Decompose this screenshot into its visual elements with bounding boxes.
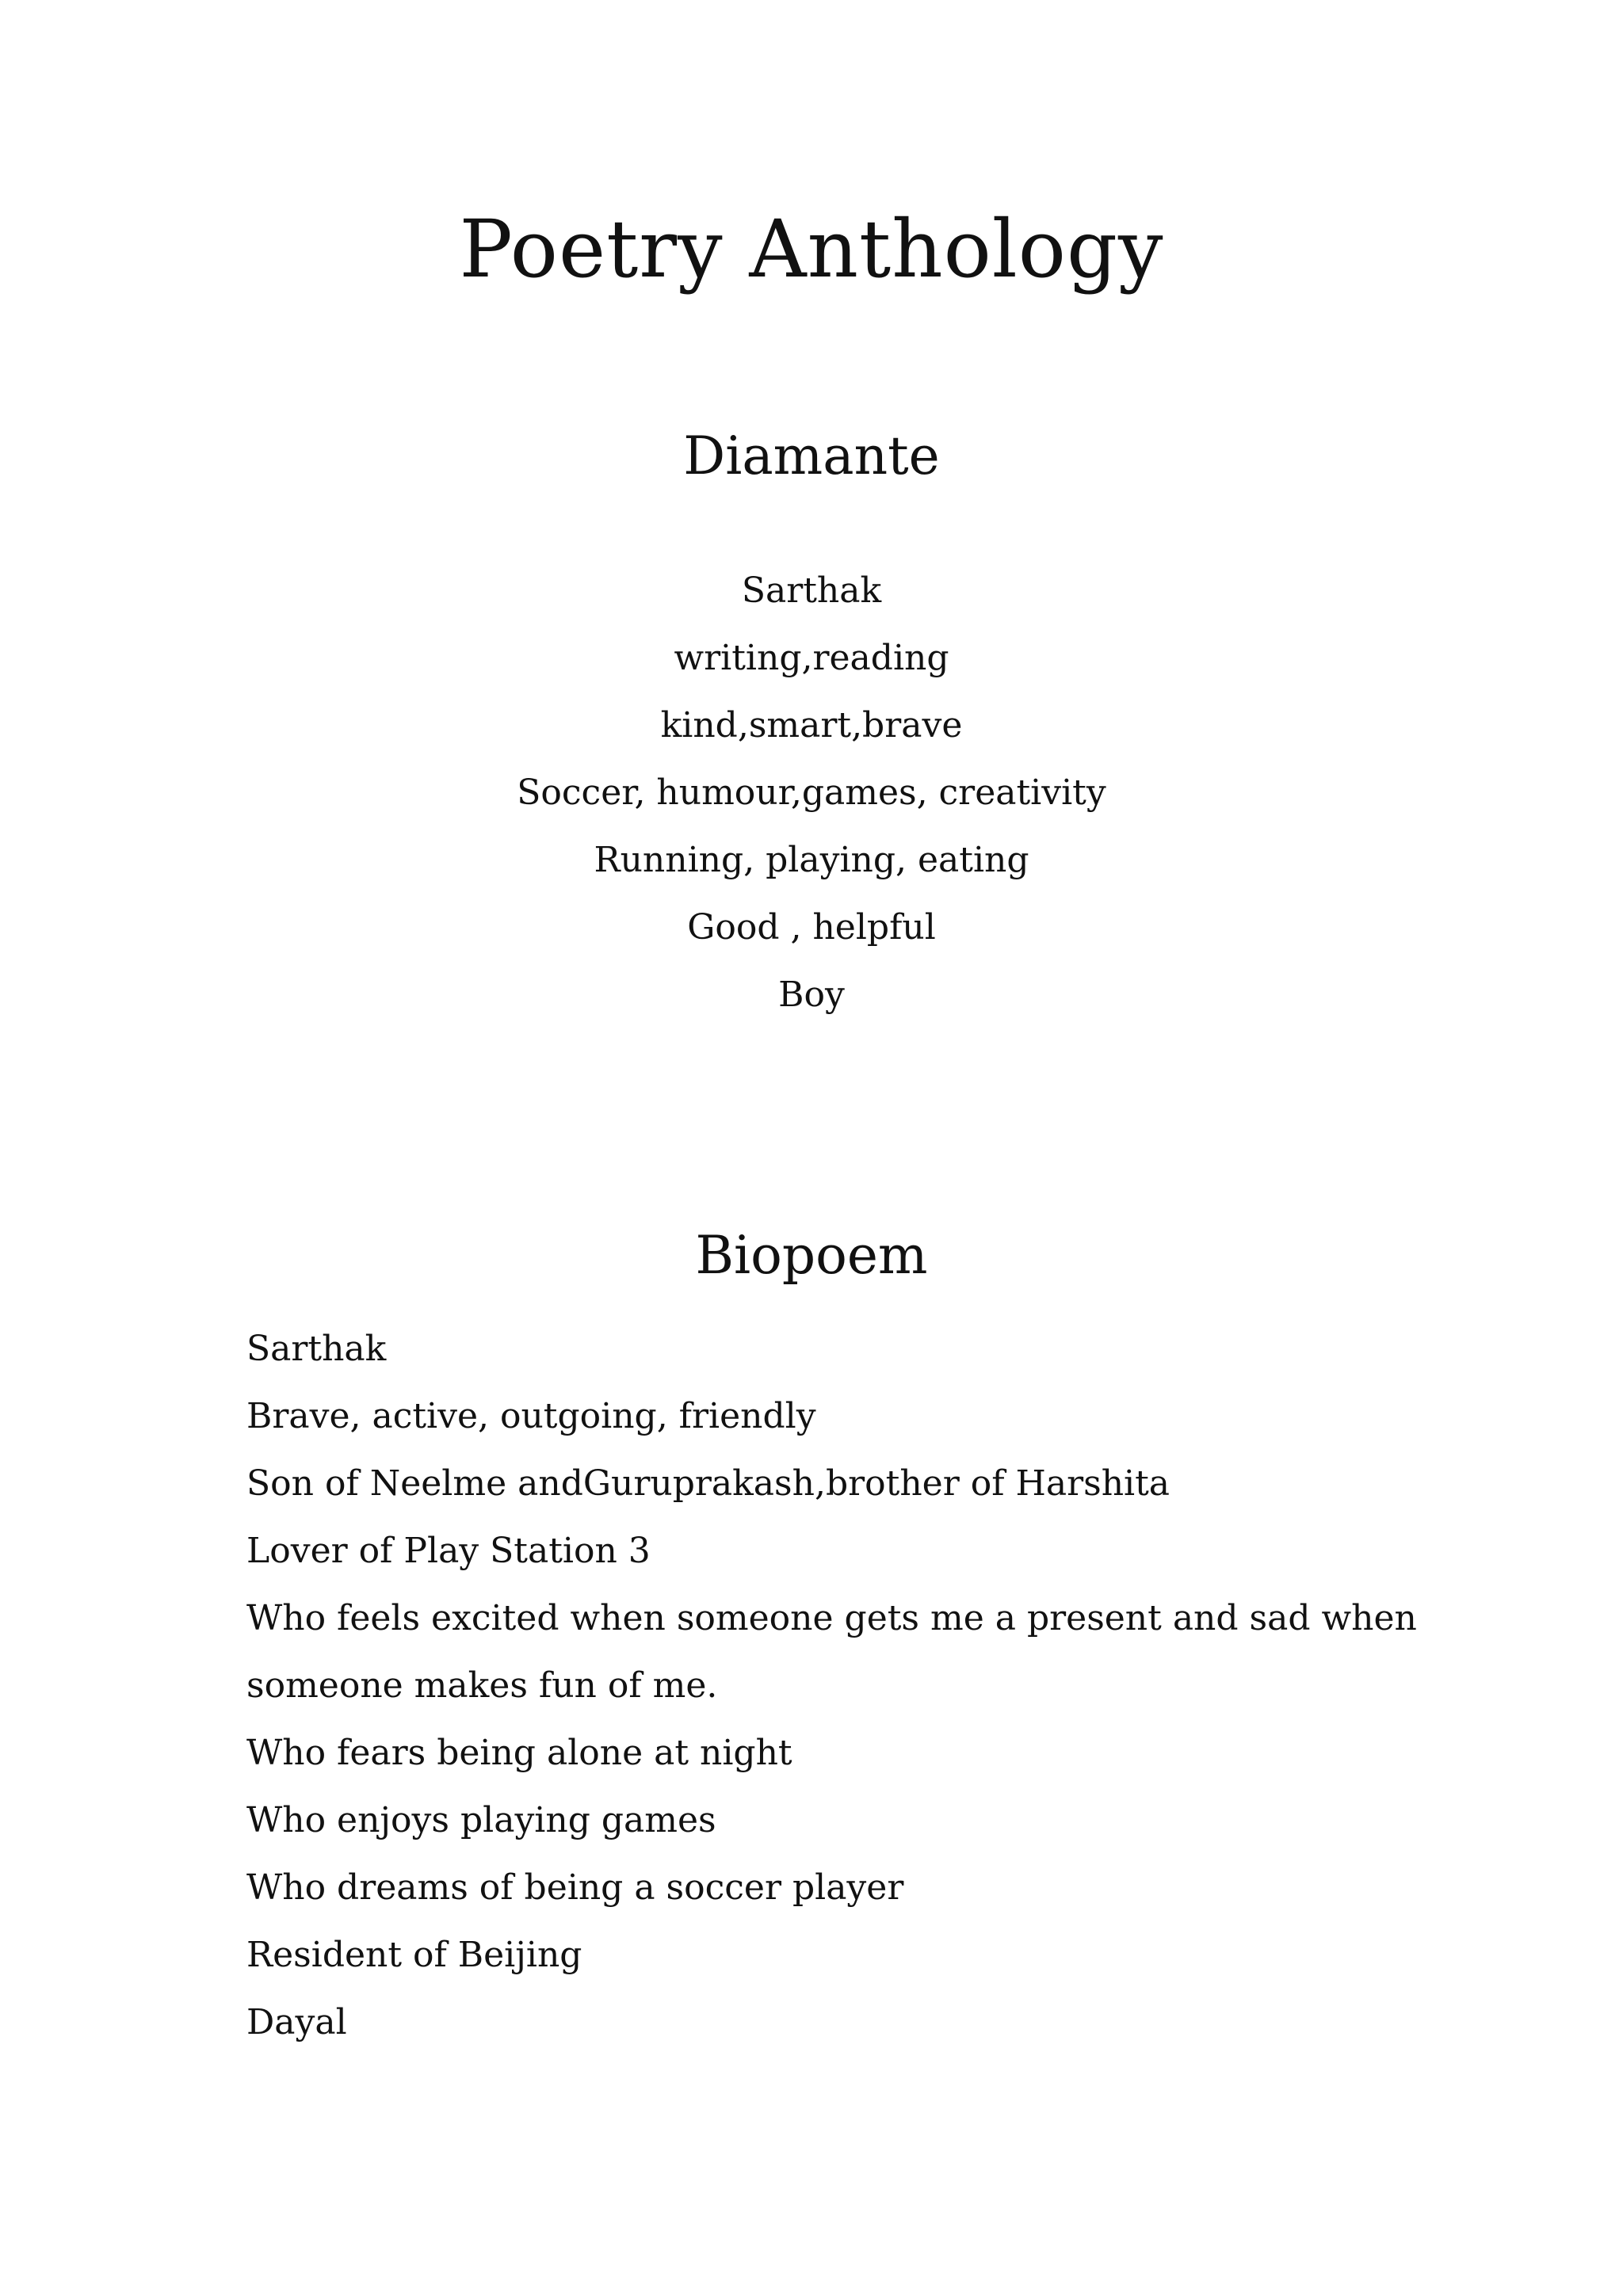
diamante-line: Soccer, humour,games, creativity [517, 772, 1106, 813]
document-title: Poetry Anthology [459, 203, 1164, 296]
biopoem-heading: Biopoem [695, 1225, 928, 1286]
biopoem-line: Sarthak [246, 1329, 387, 1369]
biopoem-line: Son of Neelme andGuruprakash,brother of Harshita [246, 1463, 1170, 1504]
diamante-heading: Diamante [683, 425, 940, 486]
diamante-line: Good , helpful [687, 907, 936, 948]
biopoem-line: Dayal [246, 2002, 347, 2042]
diamante-line: kind,smart,brave [660, 705, 963, 746]
biopoem-poem [246, 1325, 1435, 2065]
diamante-line: Sarthak [741, 570, 882, 611]
diamante-line: Boy [778, 974, 845, 1015]
biopoem-line: Who enjoys playing games [246, 1800, 716, 1840]
biopoem-line: Who feels excited when someone gets me a present and sad when [246, 1598, 1417, 1638]
diamante-line: writing,reading [674, 638, 949, 678]
diamante-poem [0, 566, 1623, 1038]
biopoem-line: Who fears being alone at night [246, 1733, 792, 1773]
biopoem-line: Who dreams of being a soccer player [246, 1867, 904, 1908]
diamante-line: Running, playing, eating [594, 840, 1029, 880]
biopoem-line: Lover of Play Station 3 [246, 1531, 651, 1571]
biopoem-line: someone makes fun of me. [246, 1665, 718, 1706]
biopoem-line: Resident of Beijing [246, 1935, 582, 1975]
biopoem-line: Brave, active, outgoing, friendly [246, 1396, 816, 1436]
